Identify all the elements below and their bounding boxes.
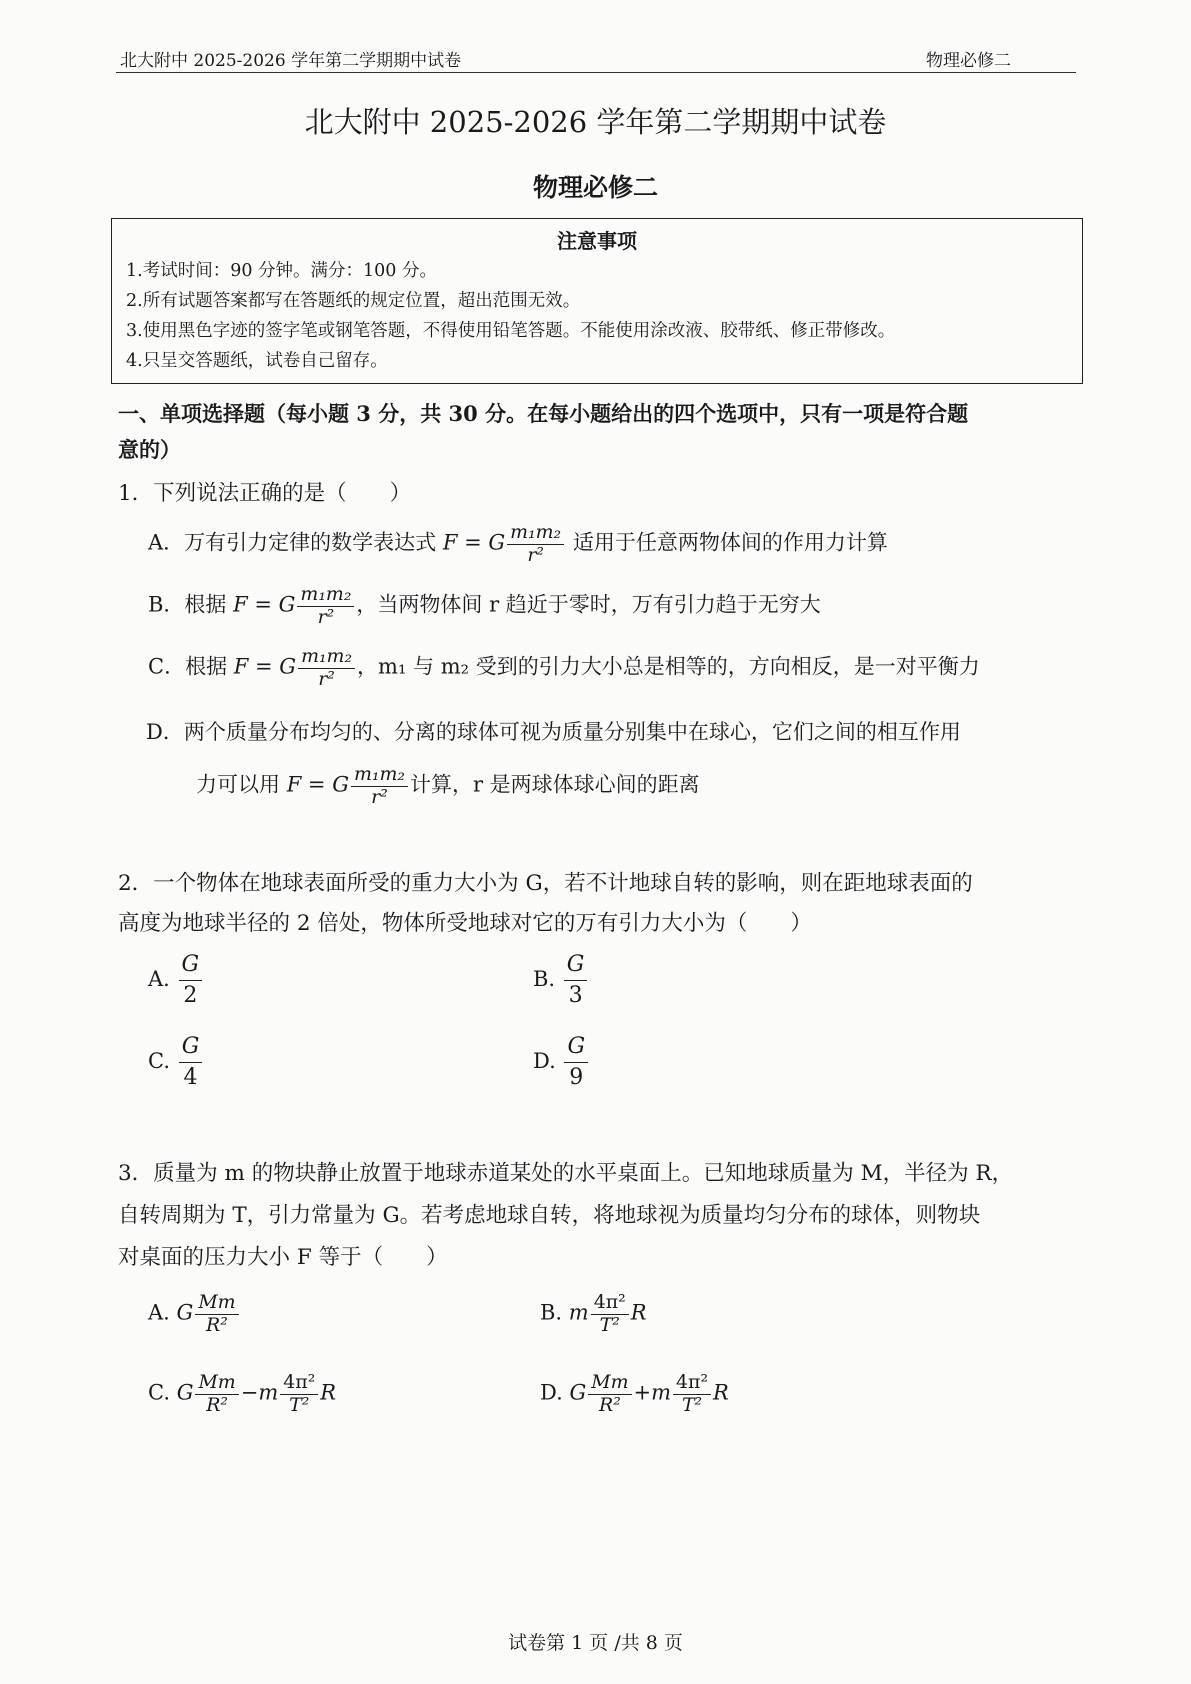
question-2-option-b (533, 950, 589, 1011)
question-1-option-b (148, 584, 821, 628)
fraction-denominator: T² (289, 1393, 310, 1416)
notice-item: 4.只呈交答题纸，试卷自己留存。 (126, 351, 388, 371)
formula-symbol: G (569, 1380, 587, 1405)
formula-symbol: G (176, 1380, 194, 1405)
option-label: B. (533, 966, 556, 991)
fraction-numerator: 4π² (673, 1372, 711, 1395)
fraction-numerator: 4π² (591, 1292, 629, 1315)
formula-fraction (280, 1372, 318, 1416)
option-label: A. (148, 966, 170, 991)
option-label: D. (533, 1048, 556, 1073)
formula-lhs: F = G (233, 654, 297, 679)
question-3-option-b (540, 1292, 647, 1336)
formula-fraction (297, 584, 354, 628)
fraction-denominator: 3 (568, 982, 583, 1008)
fraction-denominator: r² (317, 605, 335, 628)
section-heading-line: 一、单项选择题（每小题 3 分，共 30 分。在每小题给出的四个选项中，只有一项是符合题 (118, 401, 969, 426)
option-fraction (179, 950, 203, 1011)
formula-fraction (673, 1372, 711, 1416)
formula-fraction (195, 1292, 238, 1336)
notice-item: 1.考试时间：90 分钟。满分：100 分。 (126, 261, 437, 281)
formula-lhs: F = G (286, 772, 349, 797)
fraction-numerator: Mm (195, 1372, 238, 1395)
fraction-denominator: R² (206, 1393, 228, 1416)
question-3-option-a (148, 1292, 241, 1336)
question-1-stem: 1．下列说法正确的是（ ） (118, 481, 412, 506)
fraction-numerator: m₁m₂ (507, 522, 564, 545)
formula-fraction (588, 1372, 631, 1416)
option-text: ，m₁ 与 m₂ 受到的引力大小总是相等的，方向相反，是一对平衡力 (357, 654, 980, 679)
question-1-option-d-continued (196, 764, 700, 808)
section-heading (118, 396, 1098, 468)
fraction-denominator: T² (599, 1313, 620, 1336)
option-fraction (179, 1032, 203, 1093)
fraction-numerator: 4π² (280, 1372, 318, 1395)
formula-fraction (351, 764, 408, 808)
notice-box (111, 218, 1083, 384)
page-title: 北大附中 2025-2026 学年第二学期期中试卷 (304, 105, 887, 139)
fraction-numerator: G (179, 950, 203, 981)
question-1-option-c (148, 646, 980, 690)
formula-lhs: F = G (233, 592, 296, 617)
question-1-option-a (148, 522, 888, 566)
question-2-option-a (148, 950, 204, 1011)
question-3-option-d (540, 1372, 729, 1416)
fraction-denominator: T² (681, 1393, 703, 1416)
fraction-numerator: m₁m₂ (297, 584, 354, 607)
formula-fraction (591, 1292, 629, 1336)
fraction-numerator: Mm (195, 1292, 238, 1315)
formula-symbol: G (176, 1300, 194, 1325)
formula-fraction (195, 1372, 238, 1416)
section-heading-line: 意的） (118, 437, 181, 462)
option-fraction (564, 950, 588, 1011)
option-text: 计算，r 是两球体球心间的距离 (409, 772, 700, 797)
question-3-stem-line: 3．质量为 m 的物块静止放置于地球赤道某处的水平桌面上。已知地球质量为 M，半径为 R， (118, 1161, 1014, 1186)
notice-item: 2.所有试题答案都写在答题纸的规定位置，超出范围无效。 (126, 291, 581, 311)
formula-operator: − (240, 1380, 259, 1405)
option-label: B. (540, 1300, 563, 1325)
fraction-numerator: m₁m₂ (351, 764, 408, 787)
fraction-numerator: G (179, 1032, 203, 1063)
fraction-numerator: m₁m₂ (298, 646, 355, 669)
page-footer: 试卷第 1 页 /共 8 页 (508, 1632, 683, 1654)
fraction-numerator: G (564, 950, 588, 981)
notice-title: 注意事项 (557, 229, 637, 253)
formula-fraction (507, 522, 564, 566)
formula-lhs: F = G (442, 530, 506, 555)
fraction-denominator: 2 (183, 982, 198, 1008)
formula-symbol: m (651, 1380, 672, 1405)
option-text: 适用于任意两物体间的作用力计算 (572, 530, 888, 555)
formula-symbol: m (568, 1300, 589, 1325)
formula-symbol: m (258, 1380, 279, 1405)
fraction-denominator: R² (206, 1313, 228, 1336)
option-label: C. (148, 1380, 170, 1405)
fraction-denominator: 4 (183, 1064, 198, 1090)
formula-symbol: R (713, 1380, 729, 1405)
page-subtitle: 物理必修二 (532, 173, 658, 202)
question-2-option-c (148, 1032, 204, 1093)
option-text: C．根据 (148, 654, 228, 679)
header-divider (116, 72, 1076, 73)
question-3-stem-line: 对桌面的压力大小 F 等于（ ） (118, 1245, 448, 1270)
fraction-denominator: R² (598, 1393, 621, 1416)
fraction-denominator: r² (371, 785, 388, 808)
fraction-denominator: 9 (569, 1064, 584, 1090)
question-2-stem-line: 2．一个物体在地球表面所受的重力大小为 G，若不计地球自转的影响，则在距地球表面的 (118, 871, 973, 896)
running-header-title: 北大附中 2025-2026 学年第二学期期中试卷 (120, 51, 462, 71)
question-3-stem-line: 自转周期为 T，引力常量为 G。若考虑地球自转，将地球视为质量均匀分布的球体，则物块 (118, 1203, 981, 1228)
running-header-subject: 物理必修二 (926, 51, 1011, 71)
question-2-stem-line: 高度为地球半径的 2 倍处，物体所受地球对它的万有引力大小为（ ） (118, 911, 812, 936)
fraction-numerator: G (564, 1032, 588, 1063)
option-text: A．万有引力定律的数学表达式 (148, 530, 437, 555)
notice-item: 3.使用黑色字迹的签字笔或钢笔答题，不得使用铅笔答题。不能使用涂改液、胶带纸、修正带修改。 (126, 321, 896, 341)
option-text: B．根据 (148, 592, 227, 617)
formula-fraction (298, 646, 355, 690)
fraction-denominator: r² (318, 667, 335, 690)
question-1-option-d: D．两个质量分布均匀的、分离的球体可视为质量分别集中在球心，它们之间的相互作用 (146, 720, 961, 744)
option-text: 力可以用 (196, 772, 280, 797)
option-text: ，当两物体间 r 趋近于零时，万有引力趋于无穷大 (356, 592, 821, 617)
fraction-numerator: Mm (588, 1372, 631, 1395)
option-label: D. (540, 1380, 563, 1405)
fraction-denominator: r² (527, 543, 544, 566)
question-3-option-c (148, 1372, 336, 1416)
option-fraction (564, 1032, 588, 1093)
question-2-option-d (533, 1032, 590, 1093)
formula-symbol: R (630, 1300, 647, 1325)
option-label: C. (148, 1048, 170, 1073)
formula-symbol: R (320, 1380, 337, 1405)
formula-operator: + (633, 1380, 652, 1405)
option-label: A. (148, 1300, 170, 1325)
